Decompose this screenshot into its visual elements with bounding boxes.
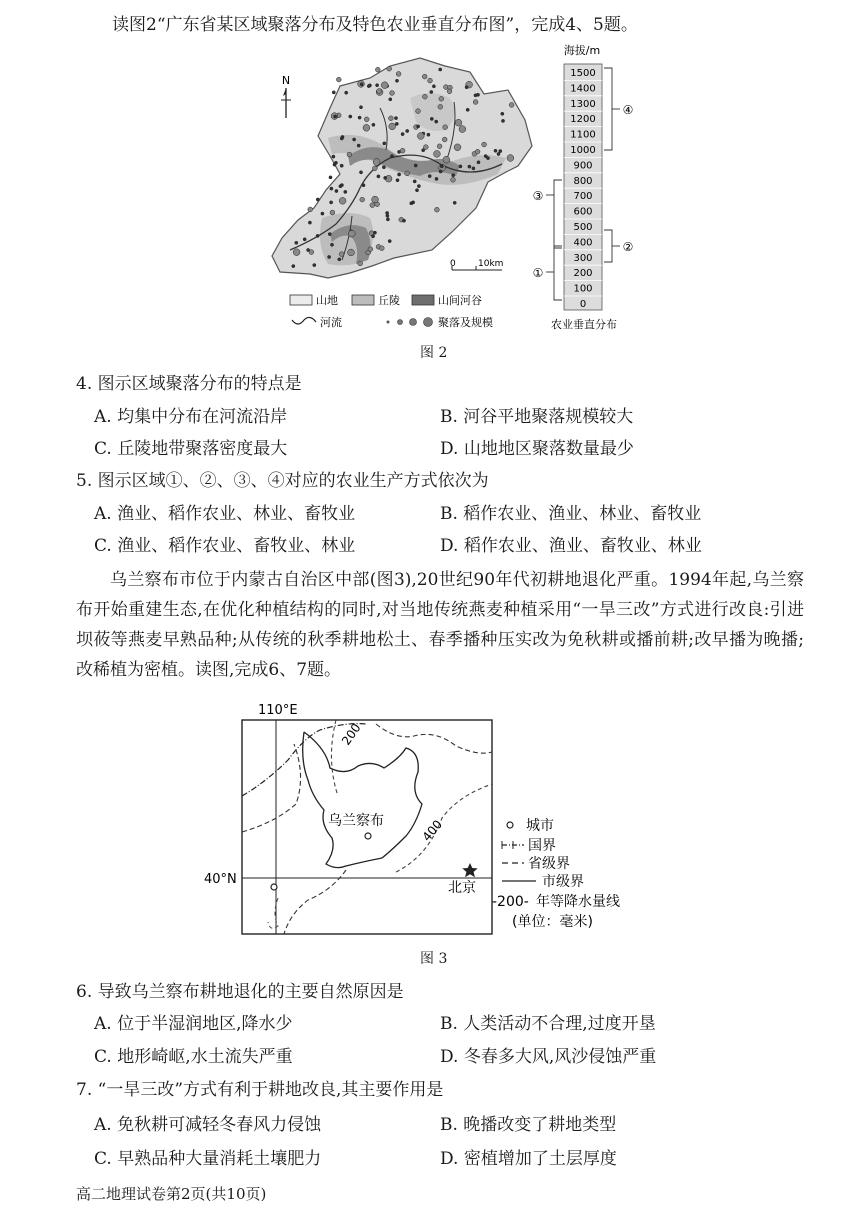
svg-text:-200-: -200-	[492, 894, 529, 910]
settlement-dot	[330, 243, 333, 246]
legend-mountain-label: 山地	[316, 294, 338, 307]
svg-text:10km: 10km	[478, 259, 504, 269]
elevation-label-700: 700	[573, 191, 593, 203]
latitude-label: 40°N	[204, 872, 237, 887]
settlement-dot	[386, 211, 389, 214]
settlement-dot	[454, 144, 461, 151]
ulanqab-city-icon	[365, 833, 371, 839]
zone-3-label: ③	[532, 189, 544, 203]
settlement-dot	[372, 123, 375, 126]
settlement-dot	[390, 155, 393, 158]
elevation-label-1100: 1100	[570, 129, 596, 141]
settlement-dot	[430, 90, 433, 93]
zone-4-label: ④	[622, 103, 634, 117]
settlement-dot	[330, 201, 333, 204]
elevation-label-1200: 1200	[570, 114, 596, 126]
settlement-dot	[434, 151, 441, 158]
settlement-dot	[329, 176, 332, 179]
settlement-dot	[347, 152, 352, 157]
settlement-dot	[410, 202, 413, 205]
settlement-dot	[338, 258, 341, 261]
settlement-dot	[370, 203, 375, 208]
settlement-dot	[452, 174, 455, 177]
settlement-dot	[372, 196, 379, 203]
q5-option-a: A. 渔业、稻作农业、林业、畜牧业	[94, 504, 356, 524]
isohyet-200-label: 200	[338, 720, 364, 748]
settlement-dot	[466, 108, 469, 111]
settlement-dot	[453, 201, 456, 204]
q6-option-c: C. 地形崎岖,水土流失严重	[94, 1047, 293, 1067]
settlement-dot	[435, 177, 438, 180]
settlement-dot	[348, 249, 355, 256]
settlement-dot	[389, 98, 392, 101]
settlement-dot	[405, 171, 410, 176]
elevation-label-100: 100	[573, 283, 593, 295]
settlement-dot	[398, 173, 401, 176]
municipal-boundary	[303, 732, 422, 868]
settlement-dot	[475, 149, 480, 154]
settlement-dot	[368, 247, 373, 252]
q7-option-b: B. 晚播改变了耕地类型	[440, 1115, 617, 1135]
q7-stem: 7. “一旱三改”方式有利于耕地改良,其主要作用是	[76, 1080, 444, 1100]
zone-2-label: ②	[622, 240, 634, 254]
fig2-legend	[290, 293, 493, 329]
settlement-dot	[377, 89, 382, 94]
settlement-dot	[413, 180, 416, 183]
fig3-legend	[492, 818, 620, 930]
settlement-dot	[332, 155, 335, 158]
settlement-dot	[313, 264, 316, 267]
settlement-dot	[381, 82, 388, 89]
elevation-column	[520, 38, 660, 338]
settlement-dot	[417, 125, 420, 128]
legend-valley-label: 山间河谷	[438, 294, 482, 307]
settlement-dot	[447, 89, 452, 94]
q4-stem: 4. 图示区域聚落分布的特点是	[76, 374, 302, 394]
column-title: 海拔/m	[563, 44, 601, 57]
settlement-dot	[307, 248, 310, 251]
settlement-dot	[363, 124, 370, 131]
settlement-dot	[406, 129, 409, 132]
settlement-dot	[484, 155, 487, 158]
settlement-dot	[332, 91, 335, 94]
settlement-dot	[396, 179, 399, 182]
settlement-dot	[353, 138, 356, 141]
settlement-dot	[428, 78, 433, 83]
settlement-dot	[477, 161, 480, 164]
settlement-dot	[377, 175, 380, 178]
q6-option-d: D. 冬春多大风,风沙侵蚀严重	[440, 1047, 657, 1067]
passage-ulanqab: 乌兰察布市位于内蒙古自治区中部(图3),20世纪90年代初耕地退化严重。1994年起,乌兰察布开始重建生态,在优化种植结构的同时,对当地传统燕麦种植采用“一旱三改”方式进行改良:引进坝莜等燕麦早熟品种;从传统的秋季耕地松土、春季播种压实改为免秋耕或播前耕;改早播为晚播;改稀植为密植。读图,完成6、7题。	[76, 570, 804, 680]
settlement-dot	[509, 103, 514, 108]
settlement-dot	[465, 86, 468, 89]
settlement-dot	[382, 166, 385, 169]
settlement-dot	[359, 171, 362, 174]
elevation-label-1300: 1300	[570, 98, 596, 110]
settlement-dot	[443, 125, 448, 130]
settlement-dot	[375, 67, 380, 72]
settlement-dot	[439, 68, 442, 71]
elevation-label-500: 500	[573, 222, 593, 233]
settlement-dot	[316, 198, 319, 201]
settlement-dot	[427, 133, 430, 136]
settlement-dot	[339, 185, 342, 188]
settlement-dot	[451, 177, 456, 182]
settlement-dot	[388, 240, 391, 243]
settlement-dot	[473, 100, 478, 105]
settlement-dot	[321, 212, 324, 215]
settlement-dot	[459, 126, 466, 133]
settlement-dot	[395, 79, 398, 82]
q5-stem: 5. 图示区域①、②、③、④对应的农业生产方式依次为	[76, 471, 489, 491]
settlement-dot	[373, 166, 378, 171]
settlement-dot	[345, 91, 348, 94]
legend-city-icon	[507, 822, 513, 828]
q6-option-b: B. 人类活动不合理,过度开垦	[440, 1014, 656, 1034]
settlement-dot	[340, 164, 343, 167]
q5-option-d: D. 稻作农业、渔业、畜牧业、林业	[440, 536, 702, 556]
settlement-dot	[384, 176, 387, 179]
settlement-dot	[438, 104, 443, 109]
settlement-dot	[396, 72, 401, 77]
ulanqab-label: 乌兰察布	[328, 813, 384, 829]
legend-river-label: 河流	[320, 316, 342, 329]
settlement-dot	[501, 112, 504, 115]
settlement-dot	[339, 252, 344, 257]
settlement-dot	[417, 185, 420, 188]
settlement-dot	[507, 155, 514, 162]
zone-1-label: ①	[532, 266, 544, 280]
settlement-dot	[358, 261, 363, 266]
settlement-dot	[349, 115, 352, 118]
legend-settlement-label: 聚落及规模	[438, 316, 493, 329]
q4-option-c: C. 丘陵地带聚落密度最大	[94, 439, 288, 459]
settlement-dot	[435, 120, 438, 123]
north-arrow-icon	[281, 74, 291, 118]
settlement-dot	[468, 165, 471, 168]
q7-option-c: C. 早熟品种大量消耗土壤肥力	[94, 1149, 322, 1169]
settlement-dot	[330, 187, 333, 190]
svg-text:省级界: 省级界	[528, 856, 570, 872]
intro-fig2: 读图2“广东省某区域聚落分布及特色农业垂直分布图”，完成4、5题。	[112, 15, 638, 35]
settlement-dot	[328, 233, 331, 236]
settlement-dot	[340, 137, 343, 140]
settlement-dot	[435, 207, 440, 212]
svg-text:N: N	[281, 74, 291, 87]
settlement-dot	[455, 119, 462, 126]
longitude-label: 110°E	[258, 703, 298, 718]
settlement-dot	[389, 123, 396, 130]
settlement-dot	[442, 137, 447, 142]
settlement-dot	[443, 156, 450, 163]
svg-text:市级界: 市级界	[542, 874, 584, 890]
q5-option-b: B. 稻作农业、渔业、林业、畜牧业	[440, 504, 702, 524]
settlement-dot	[394, 117, 397, 120]
settlement-dot	[316, 234, 319, 237]
settlement-dot	[459, 165, 462, 168]
settlement-dot	[333, 163, 336, 166]
svg-text:年等降水量线: 年等降水量线	[536, 894, 620, 910]
settlement-dot	[423, 94, 428, 99]
svg-text:(单位：毫米): (单位：毫米)	[512, 914, 593, 930]
settlement-dot	[400, 148, 405, 153]
settlement-dot	[348, 230, 355, 237]
settlement-dot	[415, 189, 418, 192]
settlement-dot	[497, 152, 500, 155]
settlement-dot	[417, 133, 424, 140]
q5-option-c: C. 渔业、稻作农业、畜牧业、林业	[94, 536, 356, 556]
elevation-label-300: 300	[573, 252, 593, 264]
elevation-label-200: 200	[573, 268, 593, 280]
river-icon	[292, 317, 316, 324]
settlement-dot	[379, 246, 384, 251]
q6-stem: 6. 导致乌兰察布耕地退化的主要自然原因是	[76, 982, 404, 1002]
settlement-dot	[428, 175, 431, 178]
settlement-dot	[358, 116, 361, 119]
q4-option-d: D. 山地地区聚落数量最少	[440, 439, 634, 459]
settlement-dot	[359, 106, 362, 109]
elevation-label-800: 800	[573, 175, 593, 187]
region-map	[272, 58, 532, 278]
beijing-star-icon	[462, 863, 477, 877]
settlement-dot	[402, 219, 405, 222]
legend-mountain-swatch	[290, 295, 312, 305]
elevation-label-0: 0	[579, 299, 587, 310]
settlement-dot	[482, 142, 487, 147]
settlement-dot	[344, 190, 347, 193]
elevation-label-1400: 1400	[570, 83, 596, 95]
page-footer: 高二地理试卷第2页(共10页)	[76, 1185, 267, 1203]
settlement-dot	[360, 197, 365, 202]
settlement-dot	[499, 150, 502, 153]
settlement-dot	[364, 117, 369, 122]
settlement-dot	[389, 116, 394, 121]
scale-bar	[450, 259, 503, 270]
elevation-label-1000: 1000	[570, 145, 596, 156]
settlement-dot	[335, 189, 338, 192]
settlement-dot	[439, 170, 442, 173]
settlement-dot	[328, 255, 331, 258]
fig3-caption: 图 3	[420, 951, 448, 967]
elevation-label-900: 900	[573, 160, 593, 172]
settlement-dot	[372, 235, 375, 238]
settlement-dot	[430, 117, 433, 120]
settlement-dot	[303, 238, 306, 241]
elevation-label-400: 400	[573, 237, 593, 249]
settlement-dot	[423, 145, 428, 150]
settlement-dot	[357, 144, 360, 147]
elevation-label-1500: 1500	[570, 68, 596, 79]
isohyet-400-label: 400	[419, 817, 446, 844]
settlement-dot	[308, 221, 311, 224]
q7-option-d: D. 密植增加了土层厚度	[440, 1149, 617, 1169]
settlement-dot	[440, 165, 443, 168]
settlement-dot	[336, 77, 341, 82]
settlement-dot	[401, 133, 404, 136]
settlement-dot	[376, 84, 379, 87]
settlement-dot	[387, 66, 392, 71]
settlement-dot	[439, 96, 444, 101]
settlement-dot	[308, 207, 313, 212]
fig2-caption: 图 2	[420, 345, 448, 361]
svg-text:0: 0	[450, 259, 456, 269]
settlement-dot	[437, 144, 442, 149]
q4-option-b: B. 河谷平地聚落规模较大	[440, 407, 634, 427]
settlement-dot	[432, 85, 435, 88]
settlement-dot	[414, 164, 417, 167]
settlement-dot	[383, 142, 386, 145]
q7-option-a: A. 免秋耕可减轻冬春风力侵蚀	[94, 1115, 322, 1135]
settlement-dot	[330, 210, 335, 215]
settlement-dot	[501, 119, 504, 122]
settlement-dot	[494, 149, 497, 152]
svg-text:国界: 国界	[528, 838, 556, 854]
settlement-dot	[386, 218, 389, 221]
q6-option-a: A. 位于半湿润地区,降水少	[94, 1014, 293, 1034]
figure-3	[196, 700, 666, 945]
elevation-label-600: 600	[573, 206, 593, 218]
settlement-dot	[373, 159, 380, 166]
settlement-dot	[360, 83, 363, 86]
settlement-dot	[292, 265, 295, 268]
settlement-dot	[476, 93, 479, 96]
settlement-dot	[422, 74, 427, 79]
settlement-dot	[293, 249, 300, 256]
settlement-dot	[373, 231, 376, 234]
svg-text:城市: 城市	[526, 818, 554, 834]
settlement-dot	[367, 85, 370, 88]
settlement-dot	[339, 197, 346, 204]
settlement-dot	[416, 109, 421, 114]
beijing-label: 北京	[448, 880, 476, 896]
q4-option-a: A. 均集中分布在河流沿岸	[94, 407, 288, 427]
settlement-dot	[390, 91, 395, 96]
settlement-dot	[472, 167, 475, 170]
settlement-dot	[362, 184, 365, 187]
settlement-dot	[334, 115, 337, 118]
legend-hill-label: 丘陵	[378, 294, 400, 307]
settlement-dot	[395, 122, 398, 125]
settlement-dot	[295, 241, 298, 244]
column-caption: 农业垂直分布	[551, 318, 617, 331]
